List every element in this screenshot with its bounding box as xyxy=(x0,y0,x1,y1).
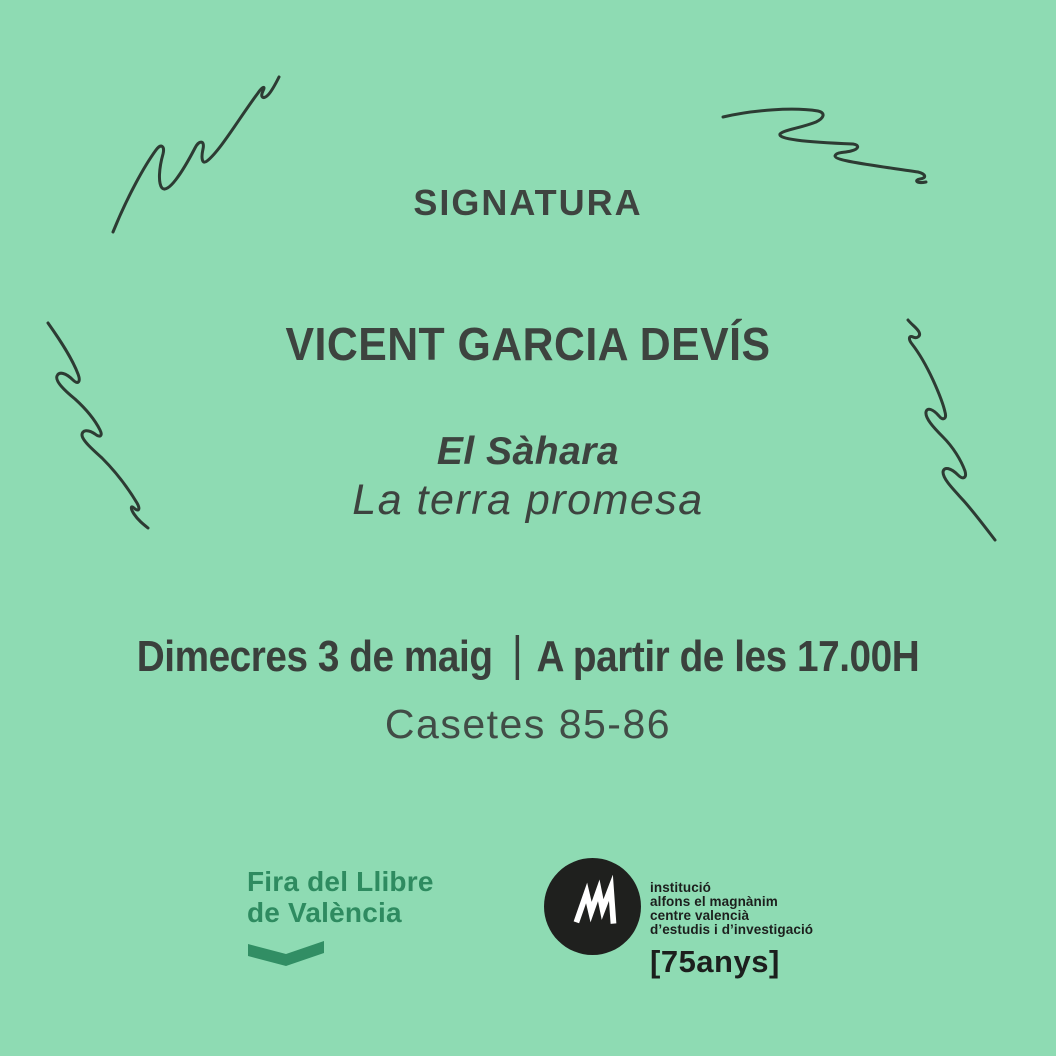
event-location: Casetes 85-86 xyxy=(384,701,672,747)
author-name: VICENT GARCIA DEVÍS xyxy=(285,318,771,370)
fira-logo-line1: Fira del Llibre xyxy=(247,866,434,897)
magnanim-text-block xyxy=(650,858,813,980)
magnanim-line-4: d’estudis i d’investigació xyxy=(650,922,814,937)
magnanim-line-3: centre valencià xyxy=(650,908,750,923)
event-time: A partir de les 17.00H xyxy=(536,631,920,681)
event-schedule xyxy=(63,629,992,684)
magnanim-line-1: institució xyxy=(650,880,711,895)
squiggle-top-right-icon xyxy=(713,98,958,193)
event-type-title: SIGNATURA xyxy=(413,182,643,223)
schedule-separator: | xyxy=(511,628,523,681)
magnanim-line-2: alfons el magnànim xyxy=(650,894,778,909)
magnanim-mark-icon xyxy=(544,858,641,955)
book-title: El Sàhara xyxy=(436,430,620,473)
magnanim-anniversary: [75anys] xyxy=(650,944,780,979)
magnanim-logo xyxy=(544,858,813,980)
book-subtitle: La terra promesa xyxy=(352,476,704,524)
fira-del-llibre-logo xyxy=(247,866,434,966)
fira-logo-line2: de València xyxy=(247,897,402,928)
event-date: Dimecres 3 de maig xyxy=(136,631,493,681)
chevron-ribbon-icon xyxy=(248,940,324,966)
